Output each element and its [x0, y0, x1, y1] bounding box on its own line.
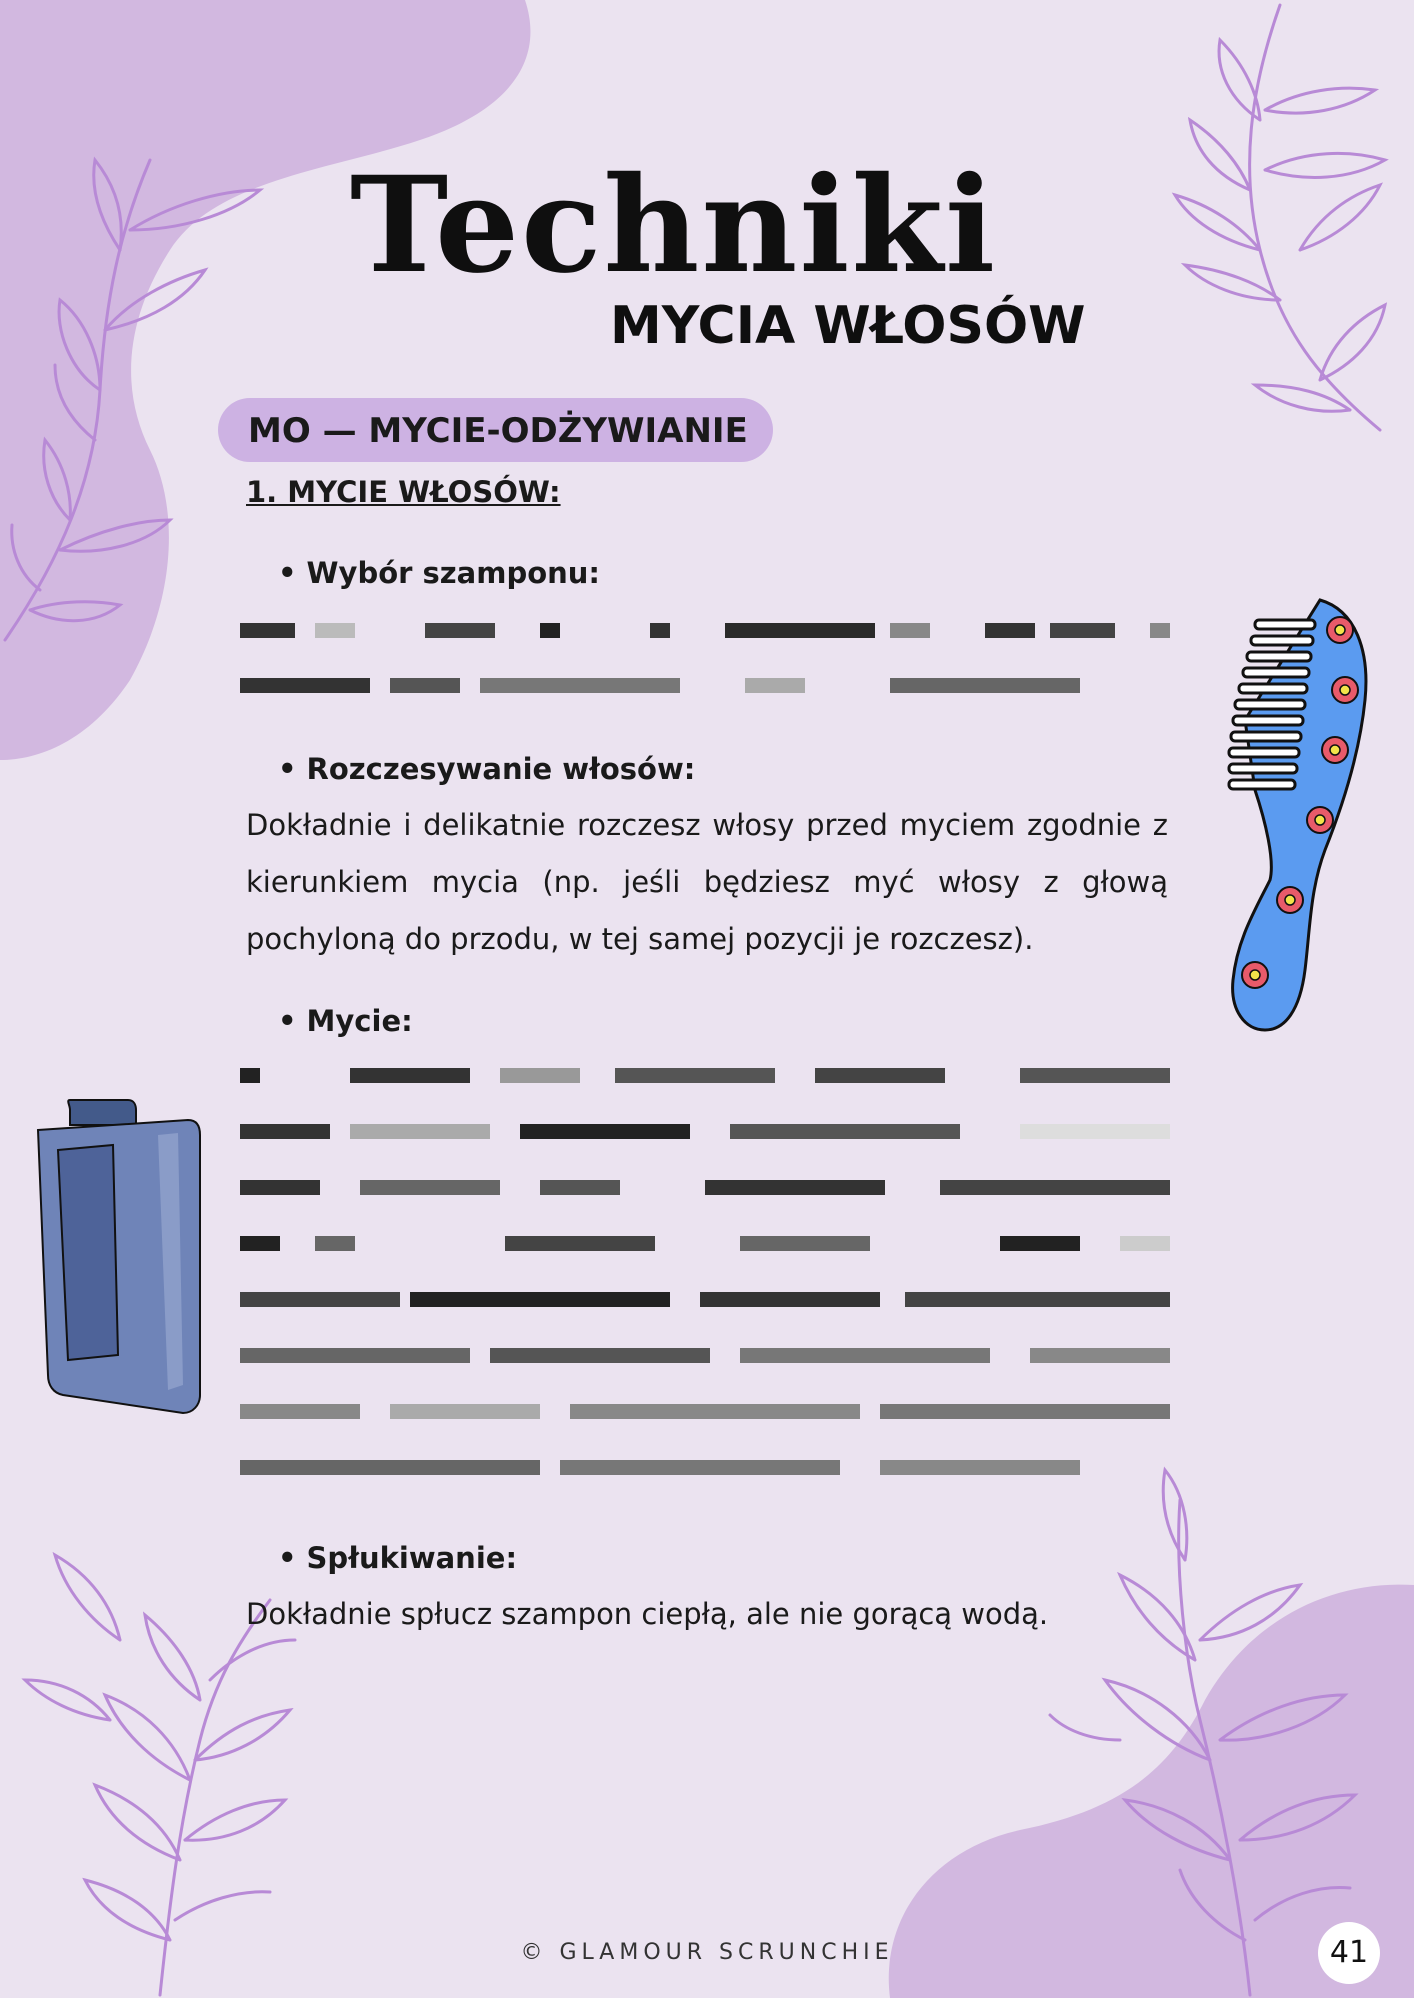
section-label: MO — MYCIE-ODŻYWIANIE [248, 411, 748, 451]
bullet-heading-wybor-szamponu: • Wybór szamponu: [278, 556, 600, 590]
bullet-heading-mycie: • Mycie: [278, 1004, 413, 1038]
bullet-heading-splukiwanie: • Spłukiwanie: [278, 1541, 517, 1575]
leaf-branch-icon-top-right [1175, 5, 1385, 430]
footer-copyright: © GLAMOUR SCRUNCHIE [520, 1940, 894, 1965]
paragraph-splukiwanie: Dokładnie spłucz szampon ciepłą, ale nie gorącą wodą. [246, 1597, 1049, 1631]
page-number: 41 [1318, 1922, 1380, 1984]
page-subtitle: MYCIA WŁOSÓW [610, 296, 1086, 356]
paragraph-rozczesywanie: Dokładnie i delikatnie rozczesz włosy przed myciem zgodnie z kierunkiem mycia (np. jeśli będziesz myć włosy z głową pochyloną do przodu, w tej samej pozycji je rozczesz). [246, 808, 1168, 956]
shampoo-bottle-icon [38, 1100, 200, 1413]
step-heading: 1. MYCIE WŁOSÓW: [246, 475, 561, 509]
bullet-heading-rozczesywanie: • Rozczesywanie włosów: [278, 752, 695, 786]
section-label-pill [218, 398, 773, 462]
comb-icon [1229, 600, 1366, 1030]
page-title: Techniki [350, 148, 998, 303]
redacted-text-block [240, 623, 1172, 703]
redacted-text-block [240, 1068, 1172, 1498]
